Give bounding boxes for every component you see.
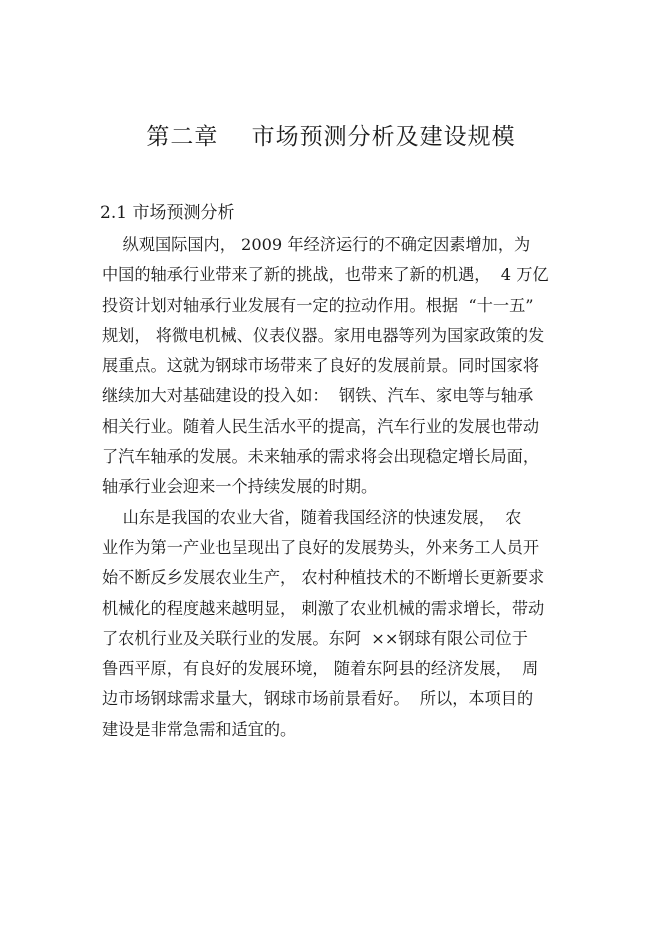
text-line: 始不断反乡发展农业生产， 农村种植技术的不断增长更新要求 xyxy=(102,568,545,588)
body-text xyxy=(102,230,602,745)
text-line: 边市场钢球需求量大，钢球市场前景看好。 所以，本项目的 xyxy=(102,689,534,709)
text-line: 继续加大对基础建设的投入如： 钢铁、汽车、家电等与轴承 xyxy=(102,386,534,406)
text-line: 相关行业。随着人民生活水平的提高，汽车行业的发展也带动 xyxy=(102,416,540,436)
text-line: 规划， 将微电机械、仪表仪器。家用电器等列为国家政策的发 xyxy=(102,325,545,345)
text-line: 了农机行业及关联行业的发展。东阿 ××钢球有限公司位于 xyxy=(102,628,528,648)
text-line: 了汽车轴承的发展。未来轴承的需求将会出现稳定增长局面， xyxy=(102,447,540,467)
text-line: 鲁西平原，有良好的发展环境， 随着东阿县的经济发展， 周 xyxy=(102,659,539,679)
text-line: 轴承行业会迎来一个持续发展的时期。 xyxy=(102,477,378,497)
text-line: 中国的轴承行业带来了新的挑战，也带来了新的机遇， 4 万亿 xyxy=(102,265,549,285)
paragraph-shandong-agriculture xyxy=(102,503,602,745)
text-line: 建设是非常急需和适宜的。 xyxy=(102,719,297,739)
text-line: 山东是我国的农业大省，随着我国经济的快速发展， 农 xyxy=(102,507,522,527)
text-line: 业作为第一产业也呈现出了良好的发展势头，外来务工人员开 xyxy=(102,537,540,557)
section-heading: 2.1 市场预测分析 xyxy=(100,203,235,223)
text-line: 展重点。这就为钢球市场带来了良好的发展前景。同时国家将 xyxy=(102,356,540,376)
text-line: 机械化的程度越来越明显， 刺激了农业机械的需求增长，带动 xyxy=(102,598,545,618)
text-line: 纵观国际国内， 2009 年经济运行的不确定因素增加，为 xyxy=(102,235,531,254)
text-line: 投资计划对轴承行业发展有一定的拉动作用。根据 “十一五” xyxy=(102,295,534,315)
chapter-title: 第二章 市场预测分析及建设规模 xyxy=(146,124,516,150)
paragraph-market-outlook xyxy=(102,230,602,503)
